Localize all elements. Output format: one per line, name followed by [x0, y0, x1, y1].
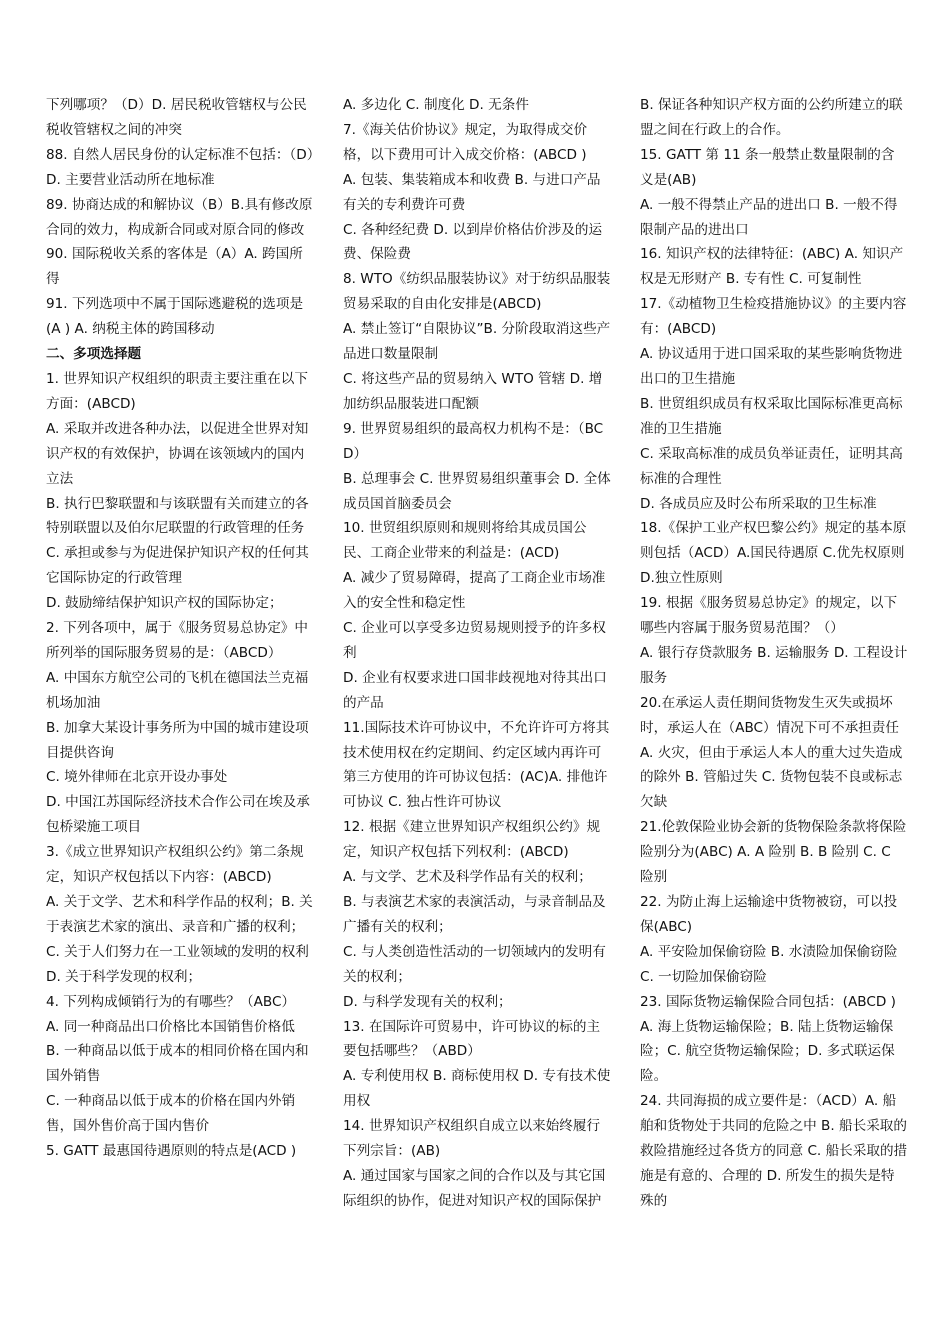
text-paragraph: 3.《成立世界知识产权组织公约》第二条规定，知识产权包括以下内容：(ABCD) [46, 844, 304, 886]
text-paragraph: 4. 下列构成倾销行为的有哪些？（ABC） [46, 993, 296, 1010]
text-paragraph: B. 一种商品以低于成本的相同价格在国内和国外销售 [46, 1043, 309, 1085]
text-paragraph: 90. 国际税收关系的客体是（A）A. 跨国所得 [46, 246, 303, 288]
text-paragraph: 18.《保护工业产权巴黎公约》规定的基本原则包括（ACD）A.国民待遇原 C.优先权原则 D.独立性原则 [640, 520, 907, 587]
text-paragraph: 10. 世贸组织原则和规则将给其成员国公民、工商企业带来的利益是：(ACD) [343, 520, 587, 562]
text-paragraph: A. 协议适用于进口国采取的某些影响货物进出口的卫生措施 [640, 346, 903, 387]
text-paragraph: C. 关于人们努力在一工业领域的发明的权利 D. 关于科学发现的权利； [46, 943, 309, 985]
section-heading: 二、多项选择题 [46, 346, 142, 363]
text-paragraph: 13. 在国际许可贸易中，许可协议的标的主要包括哪些？（ABD） [343, 1018, 601, 1060]
text-paragraph: B. 总理事会 C. 世界贸易组织董事会 D. 全体成员国首脑委员会 [343, 470, 611, 512]
text-paragraph: A. 海上货物运输保险；B. 陆上货物运输保险；C. 航空货物运输保险；D. 多式联运保险。 [640, 1018, 895, 1085]
text-column-right [640, 93, 908, 1214]
text-paragraph: A. 采取并改进各种办法，以促进全世界对知识产权的有效保护，协调在该领域内的国内立法 [46, 420, 309, 487]
text-paragraph: 19. 根据《服务贸易总协定》的规定，以下哪些内容属于服务贸易范围？（） [640, 595, 898, 637]
text-paragraph: 91. 下列选项中不属于国际逃避税的选项是(A ) A. 纳税主体的跨国移动 [46, 296, 304, 338]
text-paragraph: C. 采取高标准的成员负举证责任，证明其高标准的合理性 [640, 445, 903, 487]
text-column-left [46, 93, 314, 1164]
text-paragraph: B. 执行巴黎联盟和与该联盟有关而建立的各特别联盟以及伯尔尼联盟的行政管理的任务 [46, 495, 309, 537]
text-paragraph: A. 火灾，但由于承运人本人的重大过失造成的除外 B. 管船过失 C. 货物包装不良或标志欠缺 [640, 744, 903, 811]
text-paragraph: B. 世贸组织成员有权采取比国际标准更高标准的卫生措施 [640, 395, 903, 437]
text-paragraph: C. 与人类创造性活动的一切领域内的发明有关的权利； [343, 943, 606, 985]
text-paragraph: B. 保证各种知识产权方面的公约所建立的联盟之间在行政上的合作。 [640, 97, 903, 138]
text-paragraph: B. 加拿大某设计事务所为中国的城市建设项目提供咨询 [46, 719, 309, 761]
text-paragraph: A. 包装、集装箱成本和收费 B. 与进口产品有关的专利费许可费 [343, 171, 601, 213]
text-paragraph: D. 鼓励缔结保护知识产权的国际协定； [46, 595, 283, 612]
text-paragraph: 21.伦敦保险业协会新的货物保险条款将保险险别分为(ABC) A. A 险别 B. B 险别 C. C 险别 [640, 819, 907, 886]
text-paragraph: C. 企业可以享受多边贸易规则授予的许多权利 [343, 620, 606, 661]
text-paragraph: D. 各成员应及时公布所采取的卫生标准 [640, 495, 877, 512]
text-paragraph: 89. 协商达成的和解协议（B）B.具有修改原合同的效力，构成新合同或对原合同的修改 [46, 196, 313, 238]
text-paragraph: A. 多边化 C. 制度化 D. 无条件 [343, 97, 529, 113]
text-paragraph: A. 一般不得禁止产品的进出口 B. 一般不得限制产品的进出口 [640, 196, 898, 238]
text-paragraph: 17.《动植物卫生检疫措施协议》的主要内容有：(ABCD) [640, 296, 907, 338]
text-paragraph: 14. 世界知识产权组织自成立以来始终履行下列宗旨：(AB) [343, 1118, 601, 1160]
text-paragraph: D. 与科学发现有关的权利； [343, 993, 512, 1010]
text-paragraph: 24. 共同海损的成立要件是：（ACD）A. 船舶和货物处于共同的危险之中 B. 船长采取的救险措施经过各货方的同意 C. 船长采取的措施是有意的、合理的 D. 所发生的损失是特殊的 [640, 1093, 908, 1209]
text-paragraph: C. 将这些产品的贸易纳入 WTO 管辖 D. 增加纺织品服装进口配额 [343, 370, 603, 412]
text-paragraph: C. 境外律师在北京开设办事处 [46, 769, 228, 786]
text-paragraph: 下列哪项？（D）D. 居民税收管辖权与公民税收管辖权之间的冲突 [46, 97, 307, 138]
text-paragraph: C. 各种经纪费 D. 以到岸价格估价涉及的运费、保险费 [343, 221, 603, 263]
text-paragraph: A. 中国东方航空公司的飞机在德国法兰克福机场加油 [46, 669, 309, 711]
text-paragraph: B. 与表演艺术家的表演活动，与录音制品及广播有关的权利； [343, 894, 606, 935]
text-paragraph: D. 企业有权要求进口国非歧视地对待其出口的产品 [343, 669, 607, 711]
text-paragraph: D. 中国江苏国际经济技术合作公司在埃及承包桥梁施工项目 [46, 794, 310, 836]
text-paragraph: A. 专利使用权 B. 商标使用权 D. 专有技术使用权 [343, 1068, 611, 1110]
text-paragraph: 7.《海关估价协议》规定，为取得成交价格，以下费用可计入成交价格：(ABCD ) [343, 121, 588, 163]
text-paragraph: A. 与文学、艺术及科学作品有关的权利； [343, 869, 592, 886]
text-paragraph: A. 通过国家与国家之间的合作以及与其它国际组织的协作，促进对知识产权的国际保护 [343, 1167, 606, 1209]
text-paragraph: A. 减少了贸易障碍，提高了工商企业市场准入的安全性和稳定性 [343, 570, 606, 612]
text-paragraph: 22. 为防止海上运输途中货物被窃，可以投保(ABC) [640, 894, 898, 935]
text-paragraph: A. 关于文学、艺术和科学作品的权利；B. 关于表演艺术家的演出、录音和广播的权利； [46, 894, 313, 935]
text-paragraph: 1. 世界知识产权组织的职责主要注重在以下方面：(ABCD) [46, 370, 308, 412]
text-column-middle [343, 93, 611, 1214]
text-paragraph: C. 承担或参与为促进保护知识产权的任何其它国际协定的行政管理 [46, 545, 309, 587]
text-paragraph: 20.在承运人责任期间货物发生灭失或损坏时，承运人在（ABC）情况下可不承担责任 [640, 694, 899, 736]
text-paragraph: A. 同一种商品出口价格比本国销售价格低 [46, 1018, 295, 1035]
text-paragraph: C. 一种商品以低于成本的价格在国内外销售，国外售价高于国内售价 [46, 1093, 296, 1135]
text-paragraph: 11.国际技术许可协议中，不允许许可方将其技术使用权在约定期间、约定区域内再许可第三方使用的许可协议包括：(AC)A. 排他许可协议 C. 独占性许可协议 [343, 719, 610, 811]
text-paragraph: 15. GATT 第 11 条一般禁止数量限制的含义是(AB) [640, 146, 895, 188]
text-paragraph: 12. 根据《建立世界知识产权组织公约》规定，知识产权包括下列权利：(ABCD) [343, 819, 601, 861]
text-paragraph: 9. 世界贸易组织的最高权力机构不是：（BCD） [343, 420, 604, 462]
text-paragraph: 16. 知识产权的法律特征：(ABC) A. 知识产权是无形财产 B. 专有性 C. 可复制性 [640, 246, 904, 288]
text-paragraph: 2. 下列各项中，属于《服务贸易总协定》中所列举的国际服务贸易的是：（ABCD） [46, 620, 308, 661]
text-paragraph: 5. GATT 最惠国待遇原则的特点是(ACD ) [46, 1143, 297, 1160]
text-paragraph: 88. 自然人居民身份的认定标准不包括：（D）D. 主要营业活动所在地标准 [46, 146, 314, 188]
text-paragraph: 8. WTO《纺织品服装协议》对于纺织品服装贸易采取的自由化安排是(ABCD) [343, 271, 611, 313]
text-paragraph: 23. 国际货物运输保险合同包括：(ABCD ) [640, 993, 896, 1010]
text-paragraph: A. 禁止签订“自限协议”B. 分阶段取消这些产品进口数量限制 [343, 321, 611, 363]
text-paragraph: A. 银行存贷款服务 B. 运输服务 D. 工程设计服务 [640, 644, 908, 686]
text-paragraph: A. 平安险加保偷窃险 B. 水渍险加保偷窃险 C. 一切险加保偷窃险 [640, 943, 898, 985]
